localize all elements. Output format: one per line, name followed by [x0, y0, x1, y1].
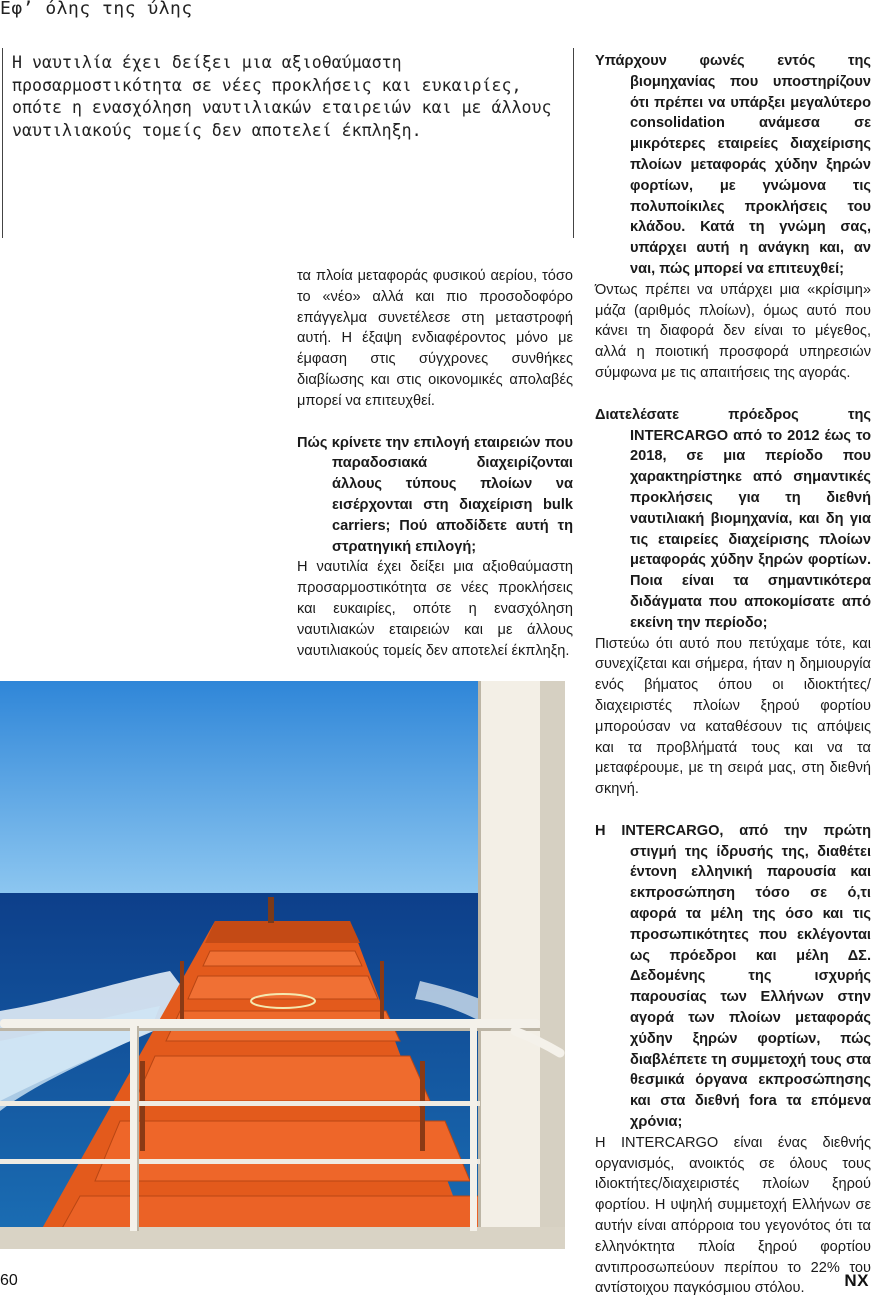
pull-quote	[2, 48, 574, 238]
interview-answer: Όντως πρέπει να υπάρχει μια «κρίσιμη» μάζα (αριθμός πλοίων), όμως αυτό που κάνει τη διαφορά δεν είναι το μέγεθος, αλλά η ποιοτική προσφορά υπηρεσιών σύμφωνα με τις απαιτήσεις της αγοράς.	[595, 281, 871, 381]
interview-answer: Η ναυτιλία έχει δείξει μια αξιοθαύμαστη προσαρμοστικότητα σε νέες προκλήσεις και ευκαιρίες, οπότε η ενασχόληση ναυτιλιακών εταιρειών και με άλλους ναυτιλιακούς τομείς δεν αποτελεί έκπληξη.	[297, 559, 573, 659]
pull-quote-text: Η ναυτιλία έχει δείξει μια αξιοθαύμαστη προσαρμοστικότητα σε νέες προκλήσεις και ευκαιρίες, οπότε η ενασχόληση ναυτιλιακών εταιρειών και με άλλους ναυτιλιακούς τομείς δεν αποτελεί έκπληξη.	[12, 53, 552, 140]
interview-question: Πώς κρίνετε την επιλογή εταιρειών που παραδοσιακά διαχειρίζονται άλλους τύπους πλοίων να εισέρχονται στη διαχείριση bulk carriers; Πού αποδίδετε αυτή τη στρατηγική επιλογή;	[297, 434, 573, 555]
railing-top	[0, 1019, 540, 1028]
bulk-carrier-photo	[0, 681, 565, 1249]
right-column	[595, 51, 871, 1299]
interview-answer: Η INTERCARGO είναι ένας διεθνής οργανισμός, ανοικτός σε όλους τους ιδιοκτήτες/διαχειριστές πλοίων ξηρού φορτίου. Η υψηλή συμμετοχή Ελλήνων σε αυτήν είναι απόρροια του γεγονότος ότι τα ελληνόκτητα πλοία ξηρού φορτίου αντιπροσωπεύουν περίπου το 22% του αντίστοιχου παγκόσμιου στόλου.	[595, 1134, 871, 1297]
magazine-logo: NX	[844, 1271, 869, 1290]
middle-column	[297, 266, 573, 661]
interview-question: Υπάρχουν φωνές εντός της βιομηχανίας που υποστηρίζουν ότι πρέπει να υπάρξει μεγαλύτερο consolidation ανάμεσα σε μικρότερες εταιρείες διαχείρισης πλοίων μεταφοράς χύδην ξηρών φορτίων, με γνώμονα τις πολυποίκιλες προκλήσεις του κλάδου. Κατά τη γνώμη σας, υπάρχει αυτή η ανάγκη και, αν ναι, πώς μπορεί να επιτευχθεί;	[595, 53, 871, 277]
page-number: 60	[0, 1272, 18, 1289]
body-paragraph: τα πλοία μεταφοράς φυσικού αερίου, τόσο το «νέο» αλλά και πιο προσοδοφόρο επάγγελμα συνετέλεσε στη μεταστροφή αυτή. Η έξαψη ενδιαφέροντος μόνο με έμφαση στις σύγχρονες συνθήκες διαβίωσης και στις οικονομικές απολαβές μπορεί να επιτευχθεί.	[297, 268, 573, 409]
interview-answer: Πιστεύω ότι αυτό που πετύχαμε τότε, και συνεχίζεται και σήμερα, ήταν η δημιουργία ενός βήματος όπου οι ιδιοκτήτες/διαχειριστές πλοίων ξηρού φορτίου μπορούσαν να καταθέσουν τις απόψεις και τα προβλήματά τους και να τα μεταφέρουμε, με τη σειρά μας, στη διεθνή σκηνή.	[595, 635, 871, 798]
section-title: Εφ’ όλης της ύλης	[0, 0, 193, 19]
sky	[0, 681, 480, 893]
interview-question: Διατελέσατε πρόεδρος της INTERCARGO από το 2012 έως το 2018, σε μια περίοδο που χαρακτηρίστηκε από σημαντικές προκλήσεις για τη διεθνή ναυτιλιακή βιομηχανία, και δη για τις εταιρείες διαχείρισης πλοίων μεταφοράς χύδην ξηρών φορτίων. Ποια είναι τα σημαντικότερα διδάγματα που αποκομίσατε από εκείνη την περίοδο;	[595, 406, 871, 631]
interview-question: Η INTERCARGO, από την πρώτη στιγμή της ίδρυσής της, διαθέτει έντονη ελληνική παρουσία και εκπροσώπηση τόσο σε ό,τι αφορά τα μέλη της όσο και τις προσωπικότητες που εκλέγονται ως πρόεδροι και μέλη ΔΣ. Δεδομένης της ισχυρής παρουσίας των Ελλήνων στην αγορά των πλοίων μεταφοράς χύδην ξηρών φορτίων, πώς διαβλέπετε τη συμμετοχή τους στα θεσμικά όργανα εκπροσώπησης και στα διεθνή fora τα επόμενα χρόνια;	[595, 822, 871, 1131]
